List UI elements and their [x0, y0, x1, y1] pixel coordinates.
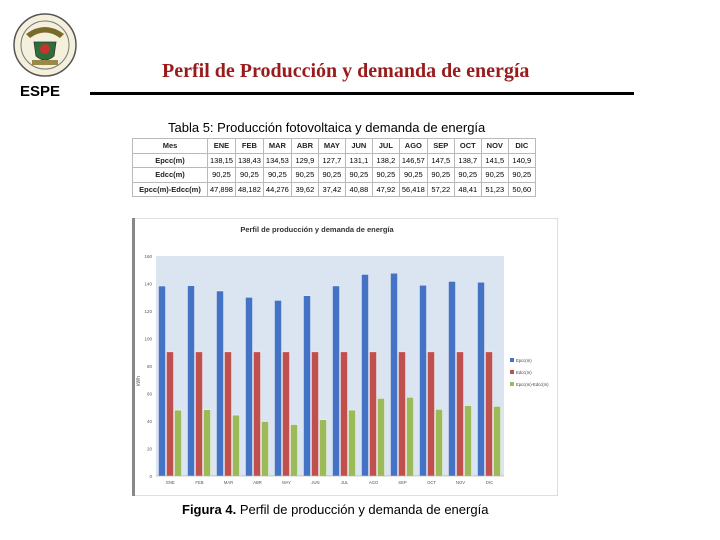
table-cell: 138,2 — [372, 153, 399, 168]
bar — [391, 273, 398, 476]
institution-label: ESPE — [20, 83, 61, 100]
table-cell: 90,25 — [481, 168, 508, 183]
legend-swatch — [510, 358, 514, 362]
table-cell: 44,276 — [263, 182, 291, 197]
table-cell: 138,15 — [208, 153, 236, 168]
bar — [349, 410, 356, 476]
x-tick-label: OCT — [427, 480, 436, 485]
y-tick-label: 140 — [144, 281, 152, 287]
bar — [283, 352, 290, 476]
table-cell: 48,182 — [235, 182, 263, 197]
bar — [204, 410, 211, 476]
y-tick-label: 20 — [146, 446, 152, 452]
table-cell: 134,53 — [263, 153, 291, 168]
bar — [399, 352, 406, 476]
bar — [494, 406, 501, 476]
table-cell: 127,7 — [318, 153, 345, 168]
bar — [159, 286, 166, 476]
y-tick-label: 40 — [146, 419, 152, 424]
table-cell: 90,25 — [427, 168, 454, 183]
bar — [449, 281, 456, 476]
table-cell: 138,43 — [235, 153, 263, 168]
bar — [486, 352, 493, 476]
bar — [304, 296, 311, 476]
x-tick-label: DIC — [485, 480, 494, 485]
table-cell: 48,41 — [454, 182, 481, 197]
table-cell: 129,9 — [291, 153, 318, 168]
table-header-cell: MAR — [263, 139, 291, 154]
x-tick-label: FEB — [195, 480, 204, 485]
x-tick-label: JUN — [311, 480, 320, 485]
table-cell: 47,898 — [208, 182, 236, 197]
table-cell: 50,60 — [508, 182, 535, 197]
x-tick-label: MAR — [223, 480, 234, 485]
bar — [275, 300, 282, 476]
table-header-cell: DIC — [508, 139, 535, 154]
table-header-cell: AGO — [399, 139, 427, 154]
x-tick-label: JUL — [340, 480, 349, 485]
table-cell: 140,9 — [508, 153, 535, 168]
table-caption: Tabla 5: Producción fotovoltaica y demanda de energía — [168, 120, 486, 135]
bar — [478, 282, 485, 476]
production-demand-chart — [132, 218, 558, 496]
bar — [188, 286, 195, 476]
table-header-cell: ABR — [291, 139, 318, 154]
legend-label: Edcc(m) — [516, 370, 532, 375]
bar — [291, 425, 298, 476]
table-cell: 40,88 — [345, 182, 372, 197]
x-tick-label: SEP — [398, 480, 407, 485]
bar — [167, 352, 174, 476]
espe-logo — [12, 12, 78, 78]
figure-caption-label: Figura 4. — [182, 502, 237, 517]
table-row-label: Edcc(m) — [133, 168, 208, 183]
bar — [262, 422, 269, 476]
table-header-cell: FEB — [235, 139, 263, 154]
table-row-label: Epcc(m)-Edcc(m) — [133, 182, 208, 197]
table-cell: 90,25 — [508, 168, 535, 183]
bar — [175, 410, 182, 476]
figure-caption — [182, 502, 488, 517]
bar — [217, 291, 224, 476]
y-tick-label: 0 — [149, 474, 152, 479]
table-cell: 37,42 — [318, 182, 345, 197]
table-cell: 90,25 — [235, 168, 263, 183]
table-cell: 47,92 — [372, 182, 399, 197]
bar — [312, 352, 319, 476]
bar — [320, 420, 327, 476]
x-tick-label: MAY — [282, 480, 291, 485]
bar — [428, 352, 435, 476]
table-cell: 90,25 — [291, 168, 318, 183]
table-cell: 90,25 — [208, 168, 236, 183]
legend-swatch — [510, 382, 514, 386]
bar — [254, 352, 261, 476]
table-header-cell: ENE — [208, 139, 236, 154]
y-tick-label: 100 — [144, 336, 152, 342]
bar — [341, 352, 348, 476]
figure-caption-text: Perfil de producción y demanda de energía — [239, 502, 489, 517]
bar — [420, 285, 427, 476]
bar — [225, 352, 232, 476]
legend-label: Epcc(m) — [516, 358, 532, 363]
table-cell: 138,7 — [454, 153, 481, 168]
table-cell: 57,22 — [427, 182, 454, 197]
table-header-cell: JUN — [345, 139, 372, 154]
table-cell: 90,25 — [454, 168, 481, 183]
table-row — [133, 182, 536, 197]
table-row-label: Epcc(m) — [133, 153, 208, 168]
table-cell: 131,1 — [345, 153, 372, 168]
table-cell: 147,5 — [427, 153, 454, 168]
bar — [378, 398, 385, 476]
table-cell: 146,57 — [399, 153, 427, 168]
bar — [233, 415, 240, 476]
bar — [196, 352, 203, 476]
table-cell: 90,25 — [399, 168, 427, 183]
table-row — [133, 153, 536, 168]
chart-title: Perfil de producción y demanda de energía — [240, 225, 394, 234]
production-demand-table — [132, 138, 536, 197]
bar — [407, 397, 414, 476]
x-tick-label: NOV — [455, 480, 466, 485]
y-tick-label: 160 — [144, 254, 152, 259]
y-axis-label: kWh — [136, 376, 142, 386]
table-cell: 141,5 — [481, 153, 508, 168]
table-cell: 56,418 — [399, 182, 427, 197]
y-tick-label: 120 — [144, 309, 152, 314]
table-row — [133, 168, 536, 183]
bar — [436, 409, 443, 476]
table-header-cell: OCT — [454, 139, 481, 154]
table-cell: 39,62 — [291, 182, 318, 197]
table-cell: 51,23 — [481, 182, 508, 197]
x-tick-label: AGO — [368, 480, 379, 485]
page-title: Perfil de Producción y demanda de energía — [162, 60, 530, 82]
table-header-cell: NOV — [481, 139, 508, 154]
table-cell: 90,25 — [345, 168, 372, 183]
x-tick-label: ABR — [253, 480, 262, 485]
bar — [457, 352, 464, 476]
x-tick-label: ENE — [166, 480, 175, 485]
bar — [362, 274, 369, 476]
table-cell: 90,25 — [318, 168, 345, 183]
chart-left-edge — [132, 218, 135, 496]
table-header-cell: Mes — [133, 139, 208, 154]
table-cell: 90,25 — [372, 168, 399, 183]
table-header-cell: MAY — [318, 139, 345, 154]
table-header-cell: SEP — [427, 139, 454, 154]
bar — [370, 352, 377, 476]
bar — [333, 286, 340, 476]
legend-swatch — [510, 370, 514, 374]
y-tick-label: 80 — [146, 364, 152, 369]
table-header-cell: JUL — [372, 139, 399, 154]
table-cell: 90,25 — [263, 168, 291, 183]
legend-label: Epcc(m)-Edcc(m) — [516, 382, 549, 387]
bar — [465, 406, 472, 476]
title-divider — [90, 92, 634, 95]
y-tick-label: 60 — [146, 391, 152, 397]
bar — [246, 297, 253, 476]
